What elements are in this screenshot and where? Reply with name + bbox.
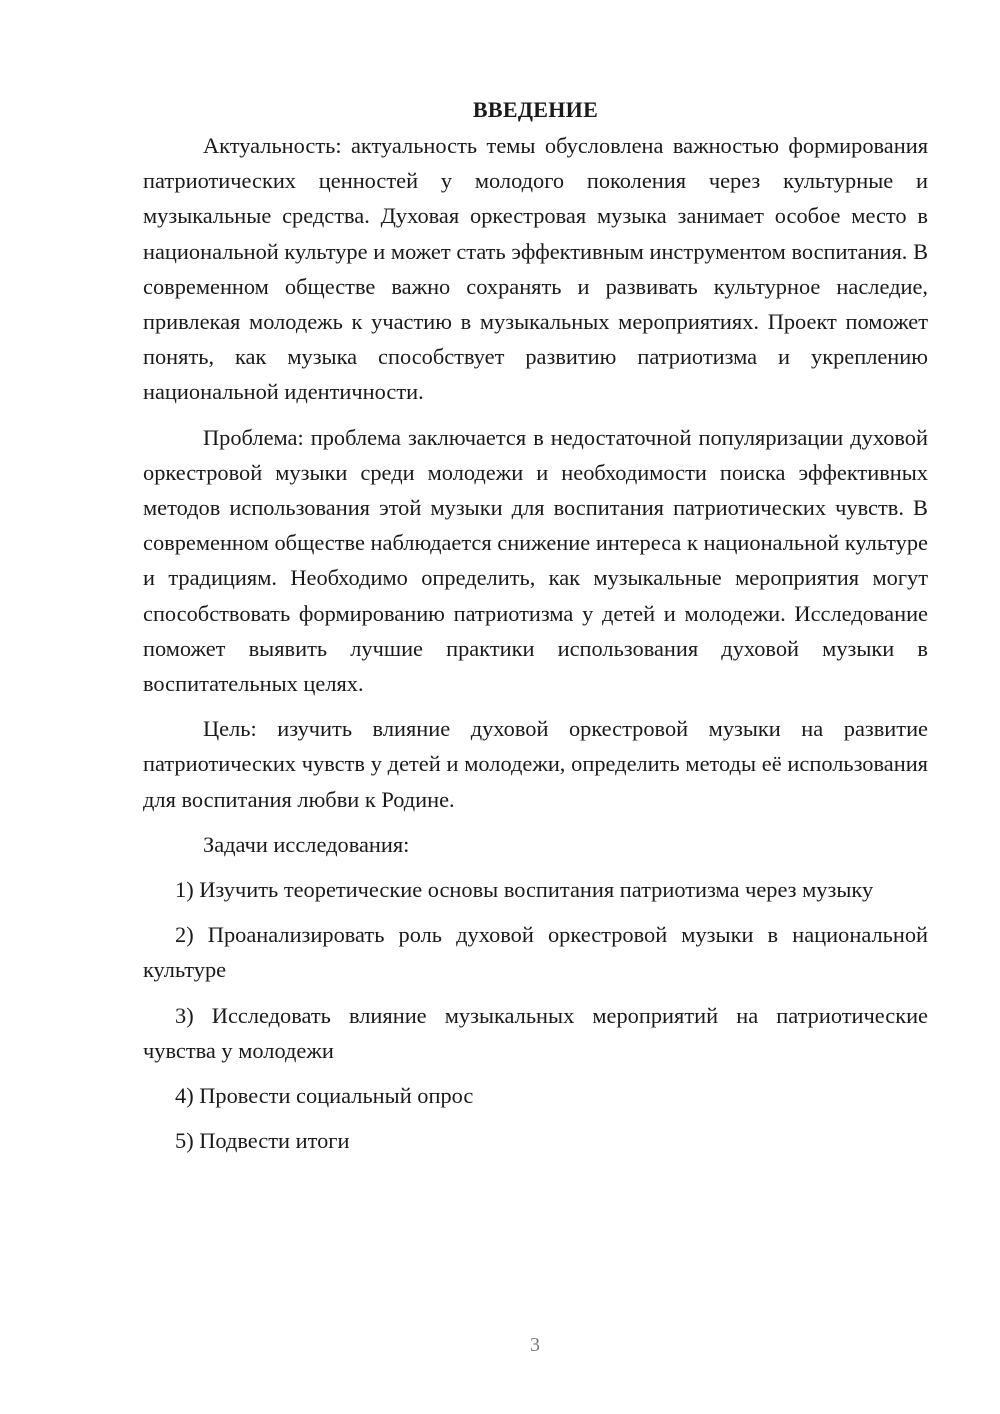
document-page	[143, 92, 928, 1168]
tasks-heading: Задачи исследования:	[203, 831, 410, 857]
task-item: 4) Провести социальный опрос	[175, 1083, 474, 1109]
paragraph-relevance: Актуальность: актуальность темы обусловлена важностью формирования патриотических ценностей у молодого поколения через культурные и музыкальные средства. Духовая оркестровая музыка занимает особое место в национальной культуре и может стать эффективным инструментом воспитания. В современном обществе важно сохранять и развивать культурное наследие, привлекая молодежь к участию в музыкальных мероприятиях. Проект поможет понять, как музыка способствует развитию патриотизма и укреплению национальной идентичности.	[143, 133, 928, 405]
task-item: 1) Изучить теоретические основы воспитания патриотизма через музыку	[175, 877, 874, 903]
task-item: 2) Проанализировать роль духовой оркестровой музыки в национальной культуре	[143, 922, 928, 983]
paragraph-problem: Проблема: проблема заключается в недостаточной популяризации духовой оркестровой музыки среди молодежи и необходимости поиска эффективных методов использования этой музыки для воспитания патриотических чувств. В современном обществе наблюдается снижение интереса к национальной культуре и традициям. Необходимо определить, как музыкальные мероприятия могут способствовать формированию патриотизма у детей и молодежи. Исследование поможет выявить лучшие практики использования духовой музыки в воспитательных целях.	[143, 424, 928, 697]
paragraph-goal: Цель: изучить влияние духовой оркестровой музыки на развитие патриотических чувств у детей и молодежи, определить методы её использования для воспитания любви к Родине.	[143, 716, 928, 812]
tasks-list	[143, 872, 928, 1158]
page-number: 3	[530, 1334, 540, 1356]
section-title: ВВЕДЕНИЕ	[472, 97, 599, 122]
task-item: 5) Подвести итоги	[175, 1128, 350, 1154]
task-item: 3) Исследовать влияние музыкальных мероприятий на патриотические чувства у молодежи	[143, 1002, 928, 1063]
